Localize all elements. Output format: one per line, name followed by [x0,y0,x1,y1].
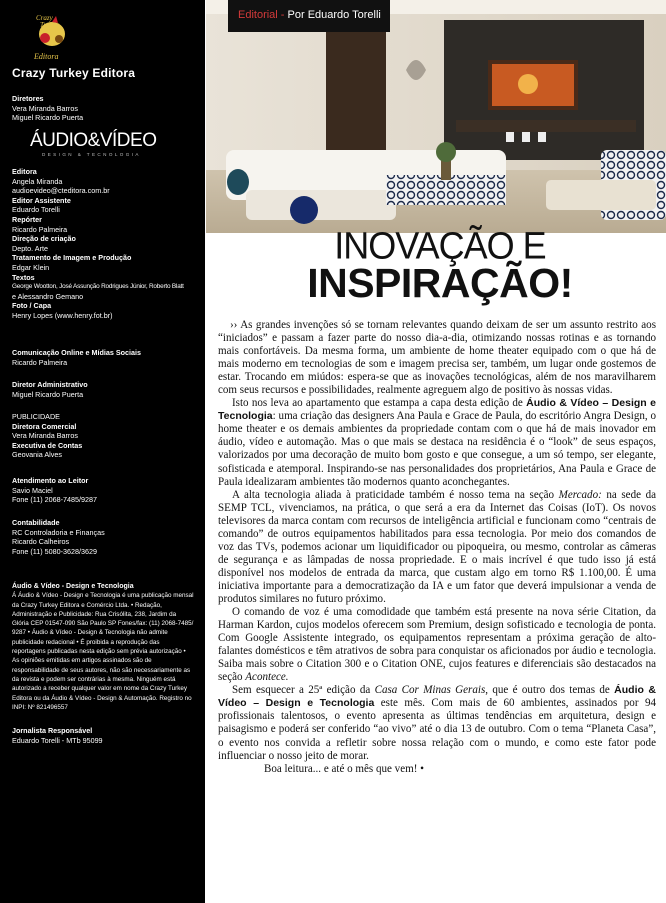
publicidade-label: PUBLICIDADE [12,412,60,421]
text-run: , que é outro dos temas de [485,684,615,697]
paragraph [218,684,656,762]
text-run: : uma criação das designers Ana Paula e Grace de Paula, do escritório Angra Design, o home theater e os demais ambientes da propriedade contam com o que há de mais inovador em áudio, vídeo e automação. Mas o que mais se destaca na residência é o “look” de seus espaços, valorizados por uma decoração de muito bom gosto e que consegue, a um só tempo, ser elegante, sofisticada e atemporal. Inspirando-se nas personalidades dos proprietários, Ana Paula e Grace de Paula idealizaram ambientes tão modernos quanto aconchegantes. [218,410,656,488]
diretora-comercial-title: Diretora Comercial [12,421,77,431]
contabilidade-block [12,518,198,556]
atendimento-name: Savio Maciel [12,485,53,495]
jornalista-title: Jornalista Responsável [12,726,93,735]
jornalista-name: Eduardo Torelli - MTb 95099 [12,735,103,745]
title-line1: INOVAÇÃO E [334,223,546,267]
label-separator: - [277,9,288,21]
staff-block [12,167,198,321]
crazy-turkey-logo-icon [30,10,74,50]
logo-subtitle: Editora [34,52,59,61]
staff-name: George Wootton, José Assunção Rodrigues Júnior, Roberto Blatt [12,283,184,291]
diretor-name: Miguel Ricardo Puerta [12,113,84,123]
staff-role: Tratamento de Imagem e Produção [12,253,132,263]
section-name: Editorial [238,9,278,21]
staff-name: e Alessandro Gemano [12,291,84,301]
contabilidade-line: Ricardo Calheiros [12,537,70,547]
staff-role: Textos [12,272,35,282]
audio-video-tagline: DESIGN & TECNOLOGIA [42,152,141,157]
atendimento-title: Atendimento ao Leitor [12,476,89,485]
staff-name: Henry Lopes (www.henry.fot.br) [12,310,113,320]
paragraph [218,489,656,606]
diretores-block [12,94,198,123]
cover-photo [206,0,666,233]
contabilidade-title: Contabilidade [12,518,60,527]
executiva-name: Geovania Alves [12,450,62,460]
atendimento-block [12,476,198,505]
diretor-adm-name: Miguel Ricardo Puerta [12,389,84,399]
jornalista-block [12,726,198,745]
legal-text: Á Áudio & Vídeo - Design e Tecnologia é uma publicação mensal da Crazy Turkey Editora e Comércio Ltda. • Redação, Administração e Publicidade: Rua Crisólita, 238, Jardim da Glória CEP 01547-090 São Paulo SP Fones/fax: (11) 2068-7485/ 9287 • Áudio & Vídeo - Design & Tecnologia não admite publicidade redacional • É proibida a reprodução das reportagens publicadas nesta edição sem prévia autorização • As opiniões emitidas em artigos assinados são de responsabilidade de seus autores, não são necessariamente as da revista e podem ser contrárias à mesma. Ninguém está autorizado a receber qualquer valor em nome da Crazy Turkey Editora ou da Áudio & Vídeo - Design & Automação. Registro no INPI: Nº 821496557 [12,592,194,711]
section-ref: Acontece. [245,671,289,684]
title-line2: INSPIRAÇÃO! [307,260,573,306]
magazine-name: Áudio & Vídeo – Design e Tecnologia [218,397,656,423]
legal-title: Áudio & Vídeo - Design e Tecnologia [12,583,134,590]
staff-role: Editora [12,167,37,176]
comunicacao-title: Comunicação Online e Mídias Sociais [12,348,142,357]
contabilidade-line: Fone (11) 5080-3628/3629 [12,546,97,556]
text-run: O comando de voz é uma comodidade que também está presente na nova série Citation, da Harman Kardon, cujos modelos oferecem som Premium, design sofisticado e tecnologia de ponta. Com Google Assistente integrado, os equipamentos representam a próxima geração de alto-falantes domésticos e têm atrativos de sobra para conquistar os aficionados por áudio e tecnologia. Saiba mais sobre o Citation 300 e o Citation ONE, cujos features e diferenciais são destacados na seção [218,606,656,684]
text-run: Sem esquecer a 25ª edição da [232,684,375,697]
staff-role: Foto / Capa [12,301,52,311]
staff-name: Depto. Arte [12,243,48,253]
atendimento-phone: Fone (11) 2068-7485/9287 [12,495,97,505]
article-body [218,319,656,776]
closing-line: Boa leitura... e até o mês que vem! • [264,762,425,775]
staff-name: Eduardo Torelli [12,205,60,215]
staff-role: Repórter [12,214,42,224]
comunicacao-block [12,348,198,367]
event-name: Casa Cor Minas Gerais [374,684,486,697]
paragraph [218,606,656,684]
magazine-name: Áudio & Vídeo – Design e Tecnologia [218,684,656,710]
logo-line1: Crazy [36,14,53,22]
logo-line2: Turkey [40,21,60,29]
publicidade-block [12,412,198,460]
comunicacao-name: Ricardo Palmeira [12,357,68,367]
diretor-adm-title: Diretor Administrativo [12,380,88,389]
living-room-photo-icon [206,0,666,233]
staff-email: audioevideo@cteditora.com.br [12,186,110,196]
diretor-name: Vera Miranda Barros [12,103,78,113]
staff-name: Ricardo Palmeira [12,224,68,234]
byline: Por Eduardo Torelli [287,9,381,21]
staff-name: Edgar Klein [12,262,50,272]
audio-video-logo: ÁUDIO&VÍDEO [30,130,157,151]
text-run: este mês. Com mais de 60 ambientes, assinados por 94 profissionais talentosos, o evento apresenta as últimas tendências em arquitetura, design e paisagismo e poderá ser conferido “ao vivo” até o dia 13 de outubro. Com o tema “Planeta Casa”, o evento nos convida a refletir sobre nossa relação com o mundo, e como este fator pode influenciar o nosso jeito de morar. [218,697,656,762]
text-run: na sede da SEMP TCL, vivenciamos, na prática, o que será a era da Internet das Coisas (IoT). Os novos televisores da marca contam com recursos de inteligência artificial e funcionam como “centrais de comando” de outros equipamentos habilitados para essa tecnologia. Por meio dos comandos de voz das TVs, podemos acionar um liquidificador ou pipoqueira, ou mesmo, controlar as câmeras de segurança e as lâmpadas de nossa propriedade. E o mais incrível é que tudo isso já está disponível nos modelos de entrada da marca, que custam algo em torno R$ 1.100,00. É uma iniciativa importante para a democratização da IA e um fator que deverá impulsionar a venda de produtos similares no futuro próximo. [218,488,656,605]
paragraph [218,397,656,488]
paragraph: ›› As grandes invenções só se tornam relevantes quando deixam de ser um assunto restrito aos “iniciados” e passam a fazer parte do nosso dia-a-dia, otimizando nossas rotinas e as tornando mais confortáveis. Da mesma forma, um ambiente de home theater equipado com o que há de mais moderno em tecnologias de som e imagem precisa ser, também, um lugar onde gostemos de estar. Trocando em miúdos: espera-se que as inovações tecnológicas, além de nos maravilharem com seus recursos e possibilidades, realmente agreguem algo de positivo às nossas vidas. [218,319,656,397]
text-run: A alta tecnologia aliada à praticidade também é nosso tema na seção [232,488,559,501]
staff-role: Direção de criação [12,234,76,244]
staff-name: Angela Miranda [12,176,63,186]
contabilidade-line: RC Controladoria e Finanças [12,527,105,537]
editorial-label [238,9,381,21]
section-ref: Mercado: [558,488,602,501]
diretores-title: Diretores [12,94,44,103]
executiva-title: Executiva de Contas [12,440,83,450]
diretora-comercial-name: Vera Miranda Barros [12,431,78,441]
masthead-sidebar [0,0,205,903]
brand-name: Crazy Turkey Editora [12,66,136,80]
staff-role: Editor Assistente [12,195,71,205]
diretor-adm-block [12,380,198,399]
text-run: Isto nos leva ao apartamento que estampa a capa desta edição de [232,397,527,410]
legal-block [12,582,194,712]
